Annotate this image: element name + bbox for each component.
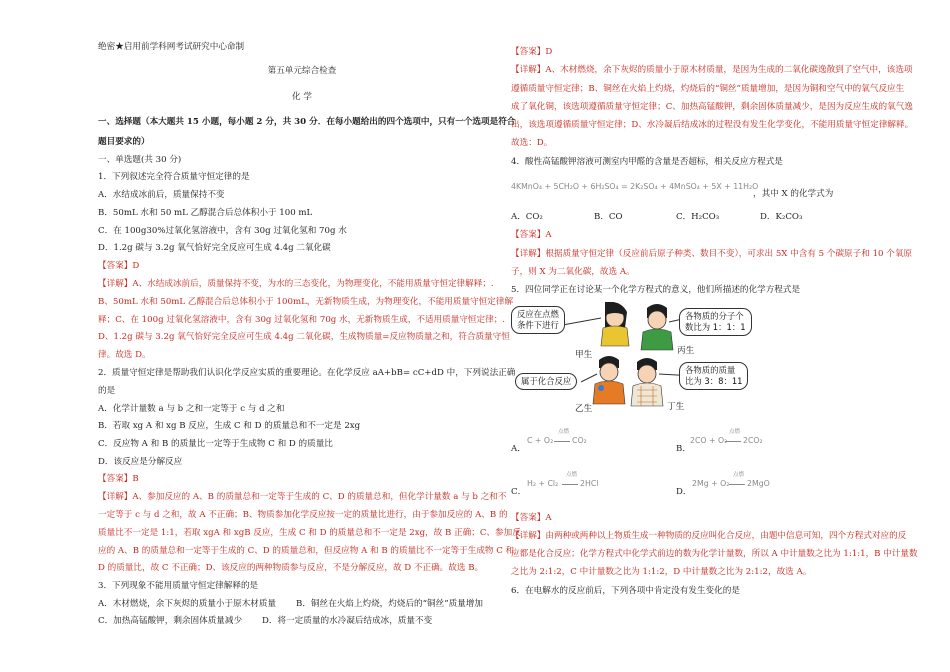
secret-header: 绝密★启用前学科网考试研究中心命制: [98, 42, 245, 52]
q2-option-b: B．若取 xg A 和 xg B 反应，生成 C 和 D 的质量总和不一定是 2xg: [98, 421, 361, 431]
q3-detail-5: 故选：D。: [511, 138, 553, 148]
q5-illustration: [511, 302, 751, 414]
q3-detail-4: 出，该选项遵循质量守恒定律；D、水冷凝后结成冰的过程没有发生化学变化，不能用质量守恒定律解释。: [511, 120, 914, 130]
subject-title: 化 学: [292, 92, 312, 102]
unit-title: 第五单元综合检查: [267, 66, 337, 76]
q5-option-d-arrow: [729, 484, 745, 485]
q6-stem: 6．在电解水的反应前后，下列各项中肯定没有发生变化的是: [511, 586, 740, 596]
q1-detail-5: 律。故选 D。: [98, 350, 151, 360]
bubble-yi: 属于化合反应: [515, 373, 577, 390]
q1-detail-3: 释；C、在 100g 过氧化氢溶液中，含有 30g 过氧化氢和 70g 水，无新物质生成，不适用质量守恒定律；.: [98, 315, 506, 325]
q1-option-b: B．50mL 水和 50 mL 乙醇混合后总体积小于 100 mL: [98, 208, 313, 218]
q2-stem: 2．质量守恒定律是帮助我们认识化学反应实质的重要理论。在化学反应 aA+bB= cC+dD 中，下列说法正确: [98, 368, 516, 378]
q1-detail-2: B、50mL 水和 50mL 乙醇混合后总体积小于 100mL，无新物质生成，为物理变化，不能用质量守恒定律解: [98, 297, 514, 307]
q2-option-a: A．化学计量数 a 与 b 之和一定等于 c 与 d 之和: [98, 404, 285, 414]
q5-option-b-cond: 点燃: [729, 429, 741, 435]
q3-option-b: B．铜丝在火焰上灼烧，灼烧后的“铜丝”质量增加: [296, 599, 483, 609]
name-jia: 甲生: [575, 350, 593, 360]
q4-option-c: C．H₂CO₃: [676, 212, 720, 222]
q5-option-c-arrow: [562, 484, 578, 485]
q5-option-c-cond: 点燃: [566, 472, 578, 478]
q4-option-a: A．CO₂: [511, 212, 543, 222]
q5-option-a-cond: 点燃: [558, 429, 570, 435]
q5-option-c-label: C．: [511, 487, 527, 497]
name-ding: 丁生: [667, 402, 685, 412]
q5-option-d-rhs: 2MgO: [747, 479, 770, 488]
q4-detail-2: 子，则 X 为二氧化碳，故选 A。: [511, 267, 635, 277]
q3-option-d: D．将一定质量的水冷凝后结成冰，质量不变: [262, 616, 433, 626]
q4-answer: 【答案】A: [511, 230, 552, 240]
q5-detail-1: 【详解】由两种或两种以上物质生成一种物质的反应叫化合反应，由题中信息可知，四个方程式对应的反: [511, 531, 907, 541]
q2-detail-4: 应的 A、B 的质量总和一定等于生成的 C、D 的质量总和，但反应物 A 和 B 的质量比不一定等于生成物 C 和: [98, 546, 515, 556]
q3-detail-2: 遵循质量守恒定律；B、铜丝在火焰上灼烧，灼烧后的“铜丝”质量增加，是因为铜和空气中的氧气反应生: [511, 84, 905, 94]
section-intro: 一、选择题（本大题共 15 小题，每小题 2 分，共 30 分．在每小题给出的四个选项中，只有一个选项是符合: [98, 117, 516, 127]
name-yi: 乙生: [575, 404, 593, 414]
q3-stem: 3．下列现象不能用质量守恒定律解释的是: [98, 581, 259, 591]
girl-figure-icon: [601, 302, 629, 346]
q5-option-a-rhs: CO₂: [572, 436, 587, 445]
bubble-bing-line1: 各物质的分子个: [685, 311, 744, 321]
q5-option-b-arrow: [725, 441, 741, 442]
bubble-jia-line2: 条件下进行: [517, 320, 559, 330]
bubble-bing-line2: 数比为 1：1：1: [685, 322, 746, 332]
q5-option-a-arrow: [554, 441, 570, 442]
q4-stem: 4．酸性高锰酸钾溶液可测室内甲醛的含量是否超标，相关反应方程式是: [511, 157, 783, 167]
q1-option-c: C．在 100g30%过氧化氢溶液中，含有 30g 过氧化氢和 70g 水: [98, 226, 347, 236]
q1-option-a: A．水结成冰前后，质量保持不变: [98, 190, 225, 200]
q3-answer: 【答案】D: [511, 47, 553, 57]
boy-orange-figure-icon: [593, 356, 625, 404]
q3-option-a: A．木材燃烧，余下灰烬的质量小于原木材质量: [98, 599, 277, 609]
q2-option-d: D．该反应是分解反应: [98, 457, 183, 467]
q3-detail-3: 成了氧化铜，该选项遵循质量守恒定律；C、加热高锰酸钾，剩余固体质量减少，是因为反应生成的氧气逸: [511, 102, 913, 112]
q5-option-d-label: D．: [676, 487, 692, 497]
q5-detail-2: 应都是化合反应；化学方程式中化学式前边的数为化学计量数，所以 A 中计量数之比为 1:1:1，B 中计量数: [511, 549, 918, 559]
name-bing: 丙生: [677, 346, 695, 356]
bubble-ding-line1: 各物质的质量: [685, 365, 736, 375]
q5-stem: 5．四位同学正在讨论某一个化学方程式的意义，他们所描述的化学方程式是: [511, 285, 801, 295]
q5-detail-3: 之比为 2:1:2，C 中计量数之比为 1:1:2，D 中计量数之比为 2:1:2，故选 A。: [511, 567, 812, 577]
q1-stem: 1．下列叙述完全符合质量守恒定律的是: [98, 172, 250, 182]
bubble-ding: [679, 362, 748, 390]
q2-detail-1: 【详解】A、参加反应的 A、B 的质量总和一定等于生成的 C、D 的质量总和，但化学计量数 a 与 b 之和不: [98, 492, 507, 502]
section-intro-cont: 题目要求的）: [98, 137, 150, 147]
q5-option-a-lhs: C + O₂: [527, 436, 554, 445]
q4-detail-1: 【详解】根据质量守恒定律（反应前后原子种类、数目不变），可求出 5X 中含有 5 个碳原子和 10 个氧原: [511, 249, 913, 259]
q5-option-c-rhs: 2HCl: [580, 479, 599, 488]
q2-answer: 【答案】B: [98, 474, 139, 484]
section-sub: 一、单选题(共 30 分): [98, 155, 182, 165]
q2-detail-2: 一定等于 c 与 d 之和，故 A 不正确；B、物质参加化学反应按一定的质量比进行，由于参加反应的 A、B 的: [98, 510, 508, 520]
q1-detail-1: 【详解】A、水结成冰前后，质量保持不变，为水的三态变化，为物理变化，不能用质量守恒定律解释；.: [98, 279, 494, 289]
q4-equation: 4KMnO₄ + 5CH₂O + 6H₂SO₄ = 2K₂SO₄ + 4MnSO₄ + 5X + 11H₂O: [511, 182, 759, 191]
q1-option-d: D．1.2g 碳与 3.2g 氧气恰好完全反应可生成 4.4g 二氧化碳: [98, 243, 331, 253]
q5-option-b-rhs: 2CO₂: [743, 436, 763, 445]
q5-option-b-label: B．: [676, 444, 691, 454]
q5-option-c-lhs: H₂ + Cl₂: [527, 479, 559, 488]
boy-checked-figure-icon: [631, 358, 663, 406]
boy-green-figure-icon: [641, 304, 673, 350]
bubble-jia-line1: 反应在点燃: [517, 309, 559, 319]
bubble-ding-line2: 比为 3：8：11: [685, 376, 743, 386]
q5-option-d-cond: 点燃: [733, 472, 745, 478]
q2-detail-5: D 的质量比，故 C 不正确；D、该反应的两种物质参与反应，不是分解反应，故 D 不正确。故选 B。: [98, 563, 484, 573]
q5-option-d-lhs: 2Mg + O₂: [692, 479, 730, 488]
q2-option-c: C．反应物 A 和 B 的质量比一定等于生成物 C 和 D 的质量比: [98, 439, 333, 449]
q2-stem-cont: 的是: [98, 386, 116, 396]
q1-answer: 【答案】D: [98, 261, 140, 271]
q3-option-c: C．加热高锰酸钾，剩余固体质量减少: [98, 616, 243, 626]
q2-detail-3: 质量比不一定是 1:1，若取 xgA 和 xgB 反应，生成 C 和 D 的质量总和不一定是 2xg，故 B 正确；C、参加反: [98, 528, 521, 538]
q3-detail-1: 【详解】A、木材燃烧，余下灰烬的质量小于原木材质量，是因为生成的二氧化碳逸散到了空气中，该选项: [511, 65, 913, 75]
q4-option-b: B．CO: [594, 212, 623, 222]
q1-detail-4: D、1.2g 碳与 3.2g 氧气恰好完全反应可生成 4.4g 二氧化碳，生成物质量=反应物质量之和，符合质量守恒: [98, 332, 510, 342]
q4-equation-tail: ，其中 X 的化学式为: [753, 189, 834, 199]
q5-answer: 【答案】A: [511, 513, 552, 523]
q5-option-a-label: A．: [511, 444, 526, 454]
q5-option-b-lhs: 2CO + O₂: [690, 436, 728, 445]
q4-option-d: D．K₂CO₃: [760, 212, 803, 222]
bubble-bing: [679, 308, 752, 336]
bubble-jia: [511, 306, 565, 334]
